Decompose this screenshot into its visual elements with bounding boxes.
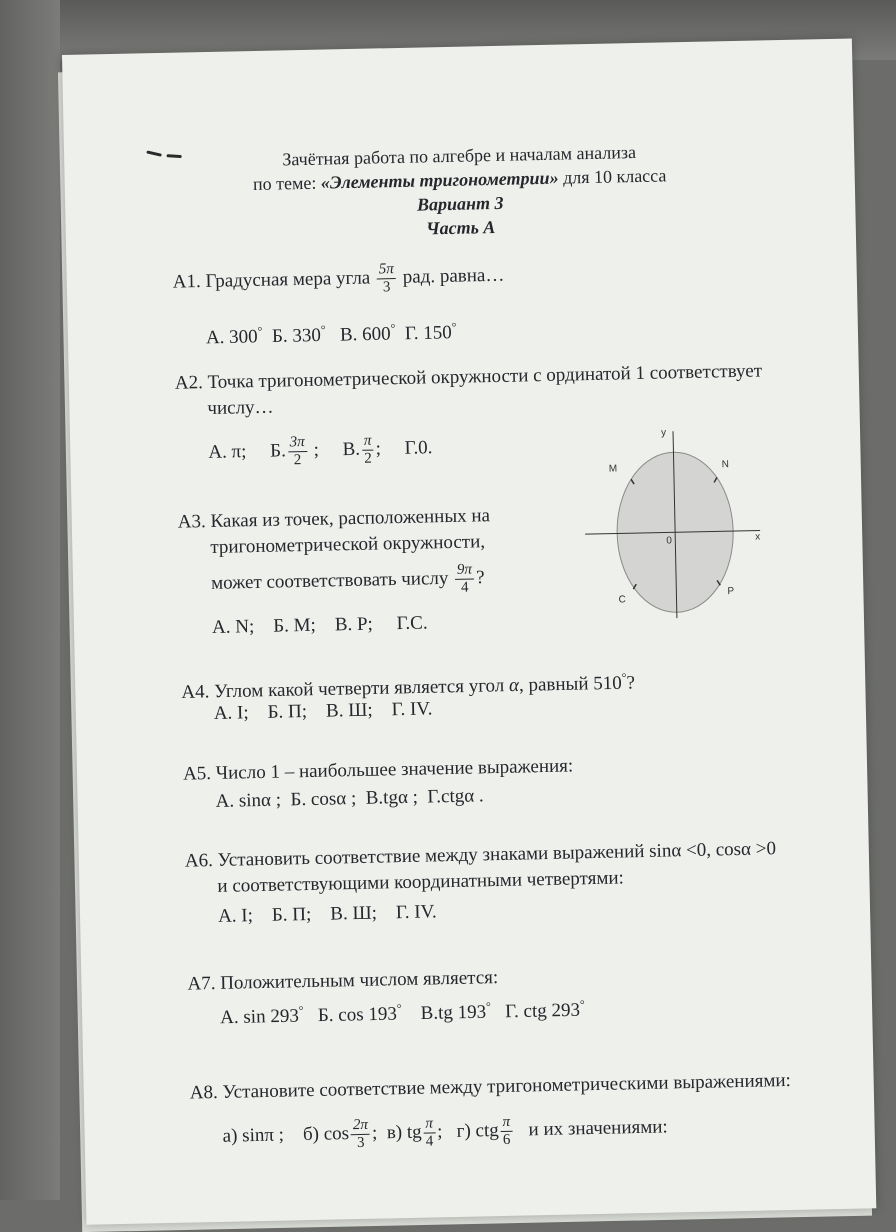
question-a5: А5. Число 1 – наибольшее значение выражения:	[182, 755, 574, 785]
y-axis-label: y	[660, 427, 667, 439]
point-n-label: N	[721, 459, 730, 471]
question-a8: А8. Установите соответствие между тригонометрическими выражениями:	[189, 1069, 792, 1104]
unit-circle-diagram	[578, 421, 772, 620]
question-a4: А4. Углом какой четверти является угол α, равный 510°?	[181, 670, 636, 703]
a1-options: А. 300° Б. 330° В. 600° Г. 150°	[205, 319, 457, 349]
point-c-label: C	[618, 594, 626, 606]
question-a6: А6. Установить соответствие между знаками выражений sinα <0, cosα >0 и соответствующими координатными четвертями:	[184, 838, 777, 897]
worksheet-header	[64, 135, 856, 248]
point-m-label: M	[608, 463, 618, 475]
a1-fraction: $\frac{5\pi}{3}$	[377, 261, 397, 296]
header-title: Зачётная работа по алгебре и началам анализа	[282, 142, 637, 170]
table-edge	[0, 0, 60, 1200]
a2-options: А. π; Б. $\frac{3\pi}{2}$ ; В. $\frac{\pi}{2}$ ; Г.0.	[208, 432, 433, 469]
a6-options: А. I; Б. П; В. Ш; Г. IV.	[217, 901, 437, 927]
a8-options: а) sinπ ; б) cos $\frac{2\pi}{3}$ ; в) tg $\frac{\pi}{4}$ ; г) ctg $\frac{\pi}{6}$ и их значениями:	[222, 1113, 668, 1152]
part-label: Часть А	[425, 216, 496, 239]
point-p-label: P	[727, 586, 735, 598]
question-a7: А7. Положительным числом является:	[187, 967, 499, 995]
a4-options: А. I; Б. П; В. Ш; Г. IV.	[213, 698, 433, 724]
x-axis-label: x	[755, 531, 761, 543]
a3-options: А. N; Б. М; В. P; Г.С.	[211, 612, 428, 638]
a3-fraction: $\frac{9\pi}{4}$	[455, 561, 475, 596]
a7-options: А. sin 293° Б. cos 193° В.tg 193° Г. ctg 293°	[219, 997, 585, 1029]
question-a3: А3. Какая из точек, расположенных на тригонометрической окружности, может соответствовать числу $\frac{9\pi}{4}$ ?	[177, 505, 491, 596]
test-sheet	[62, 38, 876, 1224]
origin-label: 0	[666, 535, 672, 547]
question-a2: А2. Точка тригонометрической окружности с ординатой 1 соответствует числу…	[174, 360, 763, 420]
a5-options: А. sinα ; Б. cosα ; В.tgα ; Г.ctgα .	[215, 785, 484, 812]
question-a1: А1. Градусная мера угла $\frac{5\pi}{3}$ рад. равна…	[172, 261, 505, 296]
header-topic: по теме: «Элементы тригонометрии» для 10 класса	[252, 165, 667, 195]
variant-label: Вариант 3	[416, 192, 504, 215]
